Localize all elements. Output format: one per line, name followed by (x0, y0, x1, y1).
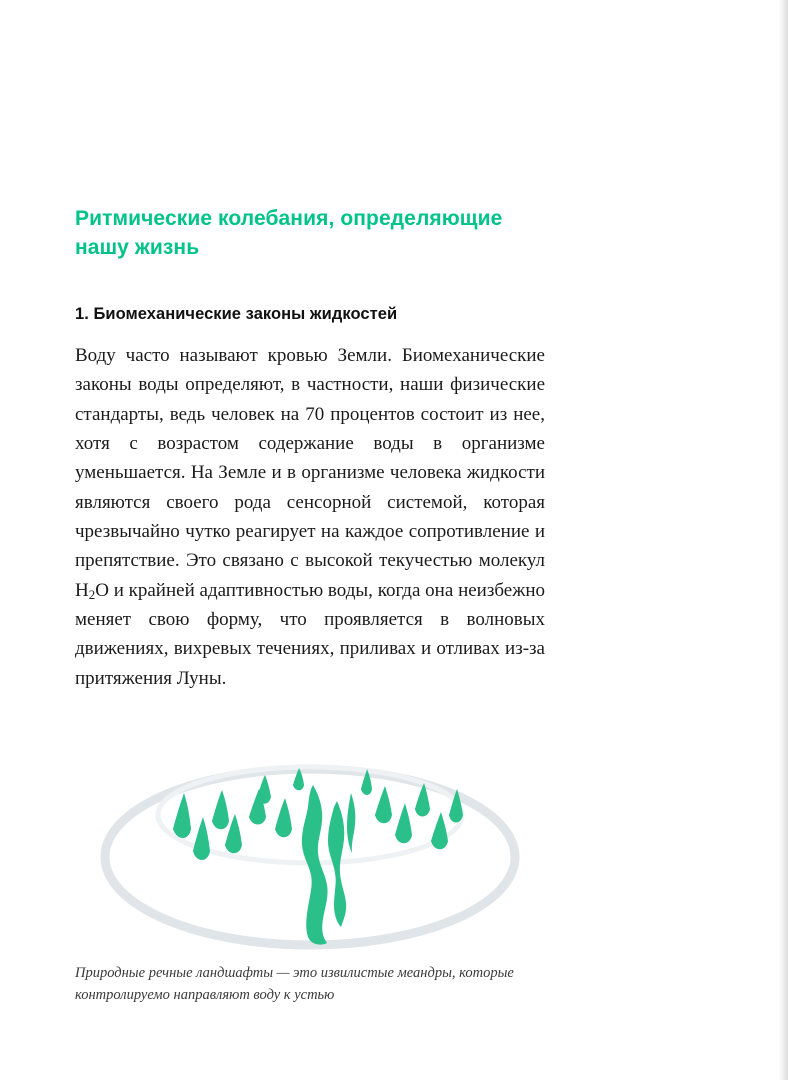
page-content (75, 205, 545, 693)
body-paragraph (75, 341, 545, 693)
page-title: Ритмические колебания, определяющие нашу жизнь (75, 207, 503, 259)
river-landscape-illustration (75, 745, 545, 960)
section-heading: 1. Биомеханические законы жидкостей (75, 304, 398, 323)
body-paragraph-part1: Воду часто называют кровью Земли. Биомеханические законы воды определяют, в частности, наши физические стандарты, ведь человек на 70 процентов состоит из нее, хотя с возрастом содержание воды в организме уменьшается. На Земле и в организме человека жидкости являются своего рода сенсорной системой, которая чрезвычайно чутко реагирует на каждое сопротивление и препятствие. Это связано с высокой текучестью молекул H (75, 344, 545, 601)
figure-caption: Природные речные ландшафты — это извилистые меандры, которые контролируемо направляют воду к устью (75, 965, 514, 1004)
formula-subscript: 2 (88, 586, 96, 602)
body-paragraph-part2: O и крайней адаптивностью воды, когда она неизбежно меняет свою форму, что проявляется в волновых движениях, вихревых течениях, приливах и отливах из-за притяжения Луны. (75, 579, 545, 689)
page-edge-shadow (778, 0, 788, 1080)
